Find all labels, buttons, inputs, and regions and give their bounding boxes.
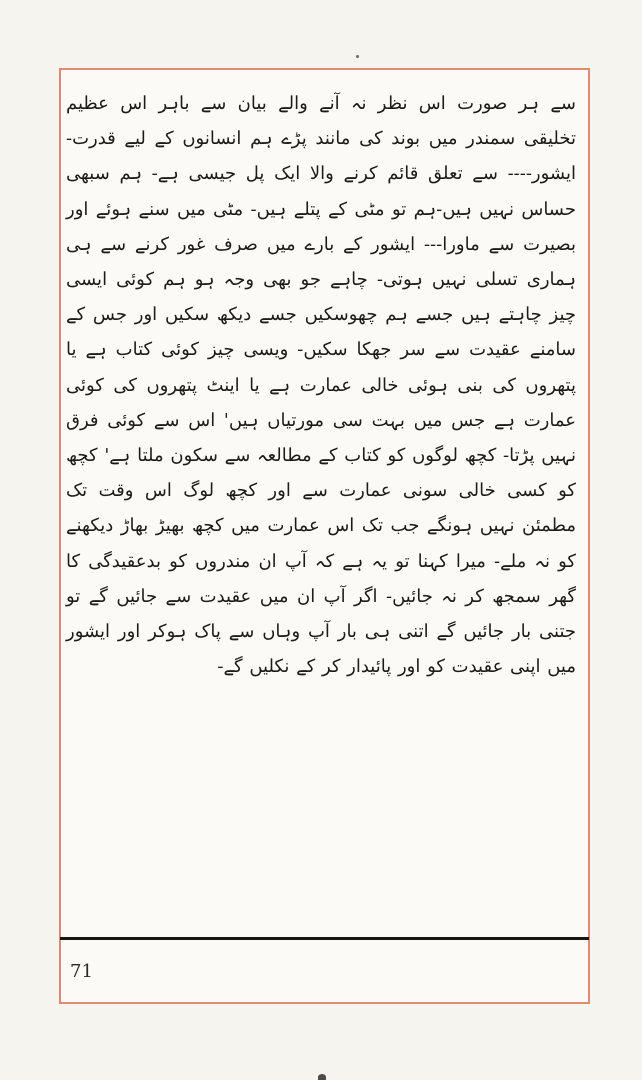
body-paragraph: سے ہر صورت اس نظر نہ آنے والے بیان سے باہر اس عظیم تخلیقی سمندر میں بوند کی مانند پڑے ہم انسانوں کے لیے قدرت- ایشور---- سے تعلق قائم کرنے والا ایک پل جیسی ہے- ہم سبھی حساس نہیں ہیں-ہم تو مٹی کے پتلے ہیں- مٹی میں سنے ہوئے اور بصیرت سے ماورا--- ایشور کے بارے میں صرف غور کرنے سے ہی ہماری تسلی نہیں ہوتی- چاہے جو بھی وجہ ہو ہم کوئی ایسی چیز چاہتے ہیں جسے ہم چھوسکیں جسے دیکھ سکیں اور جس کے سامنے عقیدت سے سر جھکا سکیں- ویسی چیز کوئی کتاب ہے یا پتھروں کی بنی ہوئی خالی عمارت ہے یا اینٹ پتھروں کی کوئی عمارت ہے جس میں بہت سی مورتیاں ہیں' اس سے کوئی فرق نہیں پڑتا- کچھ لوگوں کو کتاب کے مطالعہ سے سکون ملتا ہے' کچھ کو کسی خالی سونی عمارت سے اور کچھ لوگ اس وقت تک مطمئن نہیں ہونگے جب تک اس عمارت میں کچھ بھیڑ بھاڑ دیکھنے کو نہ ملے- میرا کہنا تو یہ ہے کہ آپ ان مندروں کو بدعقیدگی کا گھر سمجھ کر نہ جائیں- اگر آپ ان میں عقیدت سے جائیں گے تو جتنی بار جائیں گے اتنی ہی بار آپ وہاں سے پاک ہوکر اور ایشور میں اپنی عقیدت کو اور پائیدار کر کے نکلیں گے- (66, 93, 576, 678)
scan-speck (356, 55, 359, 58)
page-number: 71 (70, 961, 93, 982)
scan-edge-mark (318, 1074, 326, 1080)
footer-rule (60, 937, 589, 940)
